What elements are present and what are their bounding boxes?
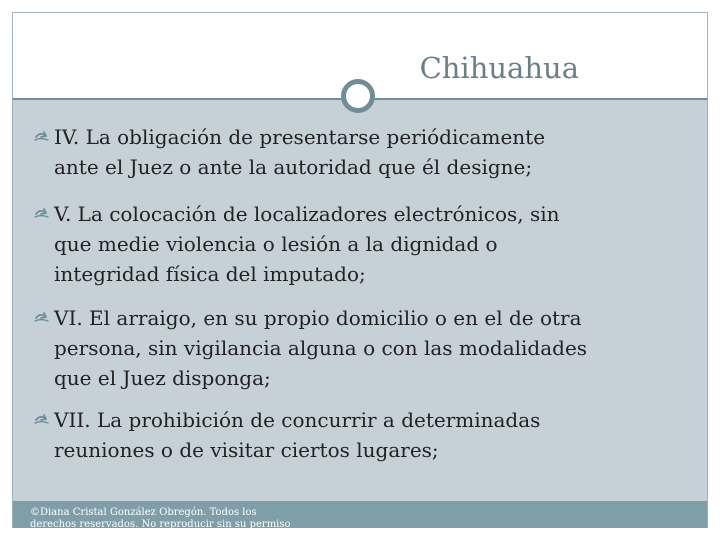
bullet-item-vii: [32, 405, 672, 465]
bullet-line: [32, 122, 672, 152]
bullet-item-v: [32, 199, 672, 289]
bullet-arrow-icon: [32, 410, 52, 430]
bullet-line: [32, 199, 672, 229]
bullet-arrow-icon: [32, 308, 52, 328]
bullet-line: integridad física del imputado;: [54, 262, 366, 286]
bullet-item-vi: [32, 303, 672, 393]
bullet-arrow-icon: [32, 127, 52, 147]
bullet-item-iv: [32, 122, 672, 182]
bullet-line: que el Juez disponga;: [54, 366, 271, 390]
footer-copyright: ©Diana Cristal González Obregón. Todos los derechos reservados. No reproducir sin su permiso: [30, 507, 291, 528]
bullet-text: VII. La prohibición de concurrir a determinadas: [54, 408, 541, 432]
bullet-text: V. La colocación de localizadores electrónicos, sin: [54, 202, 560, 226]
bullet-line: ante el Juez o ante la autoridad que él designe;: [54, 155, 533, 179]
bullet-arrow-icon: [32, 204, 52, 224]
slide-title: Chihuahua: [419, 51, 579, 85]
footer-bar: [13, 501, 707, 528]
bullet-line: que medie violencia o lesión a la dignidad o: [54, 232, 498, 256]
bullet-line: [32, 405, 672, 435]
bullet-text: IV. La obligación de presentarse periódicamente: [54, 125, 546, 149]
bullet-text: VI. El arraigo, en su propio domicilio o en el de otra: [54, 306, 582, 330]
bullet-line: persona, sin vigilancia alguna o con las modalidades: [54, 336, 588, 360]
bullet-line: reuniones o de visitar ciertos lugares;: [54, 438, 439, 462]
bullet-line: [32, 303, 672, 333]
